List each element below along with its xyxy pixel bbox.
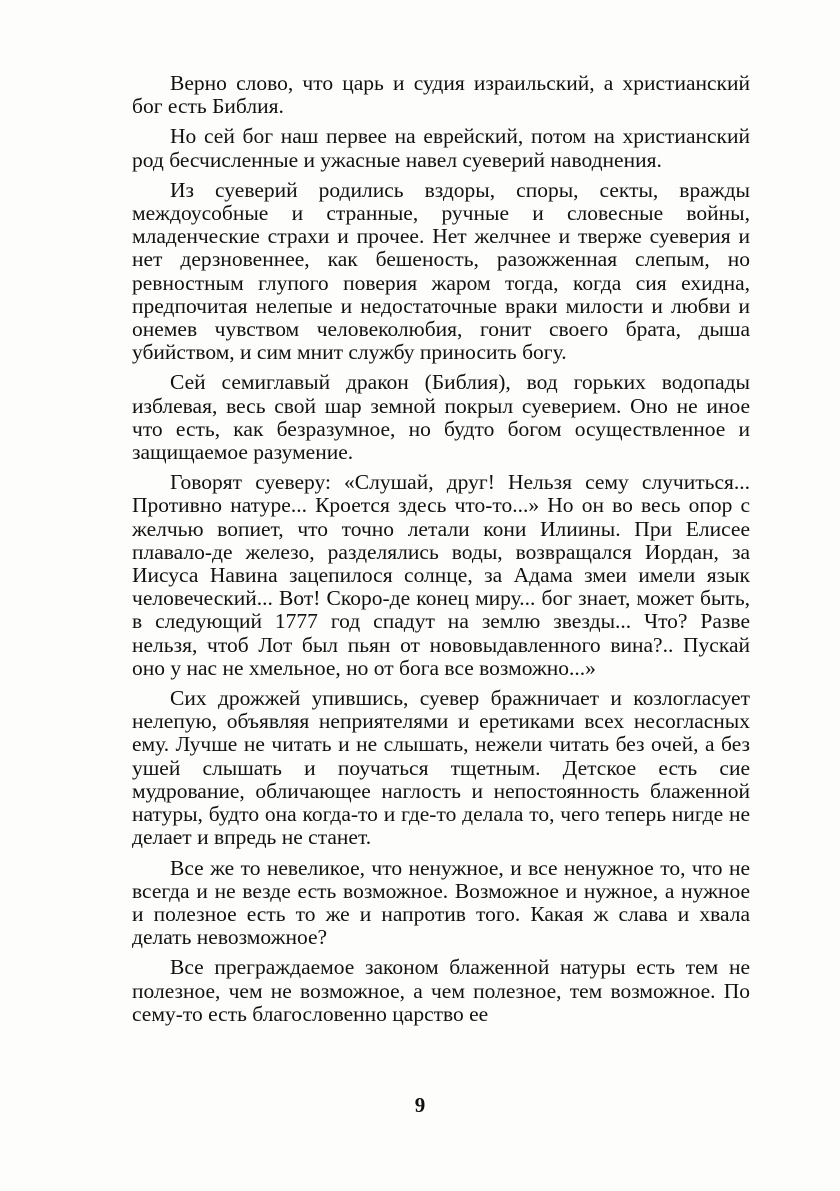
paragraph-4: Сей семиглавый дракон (Библия), вод горьких водопады изблевая, весь свой шар земной покрыл суеверием. Оно не иное что есть, как безразумное, но будто богом осуществленное и защищаемое разумение. [132, 370, 750, 465]
page-number: 9 [414, 1093, 426, 1117]
paragraph-2: Но сей бог наш первее на еврейский, потом на христианский род бесчисленные и ужасные навел суеверий наводнения. [132, 124, 750, 172]
paragraph-3: Из суеверий родились вздоры, споры, секты, вражды междоусобные и странные, ручные и словесные войны, младенческие страхи и прочее. Нет желчнее и тверже суеверия и нет дерзновеннее, как бешеность, разожженная слепым, но ревностным глупого поверия жаром тогда, когда сия ехидна, предпочитая нелепые и недостаточные враки милости и любви и онемев чувством человеколюбия, гонит своего брата, дыша убийством, и сим мнит службу приносить богу. [132, 177, 750, 365]
paragraph-7: Все же то невеликое, что ненужное, и все ненужное то, что не всегда и не везде есть возможное. Возможное и нужное, а нужное и полезное есть то же и напротив того. Какая ж слава и хвала делать невозможное? [132, 855, 750, 950]
paragraph-5: Говорят суеверу: «Слушай, друг! Нельзя сему случиться... Противно натуре... Кроется здесь что-то...» Но он во весь опор с желчью вопиет, что точно летали кони Илиины. При Елисее плавало-де железо, разделялись воды, возвращался Иордан, за Иисуса Навина зацепилося солнце, за Адама змеи имели язык человеческий... Вот! Скоро-де конец миру... бог знает, может быть, в следующий 1777 год спадут на землю звезды... Что? Разве нельзя, чтоб Лот был пьян от нововыдавленного вина?.. Пускай оно у нас не хмельное, но от бога все возможно...» [132, 470, 750, 680]
paragraph-6: Сих дрожжей упившись, суевер бражничает и козлогласует нелепую, объявляя неприятелями и еретиками всех несогласных ему. Лучше не читать и не слышать, нежели читать без очей, а без ушей слышать и поучаться тщетным. Детское есть сие мудрование, обличающее наглость и непостоянность блаженной натуры, будто она когда-то и где-то делала то, чего теперь нигде не делает и впредь не станет. [132, 686, 750, 850]
body-text [132, 72, 750, 1033]
paragraph-8: Все преграждаемое законом блаженной натуры есть тем не полезное, чем не возможное, а чем полезное, тем возможное. По сему-то есть благословенно царство ее [132, 955, 750, 1026]
paragraph-1: Верно слово, что царь и судия израильский, а христианский бог есть Библия. [132, 71, 750, 119]
